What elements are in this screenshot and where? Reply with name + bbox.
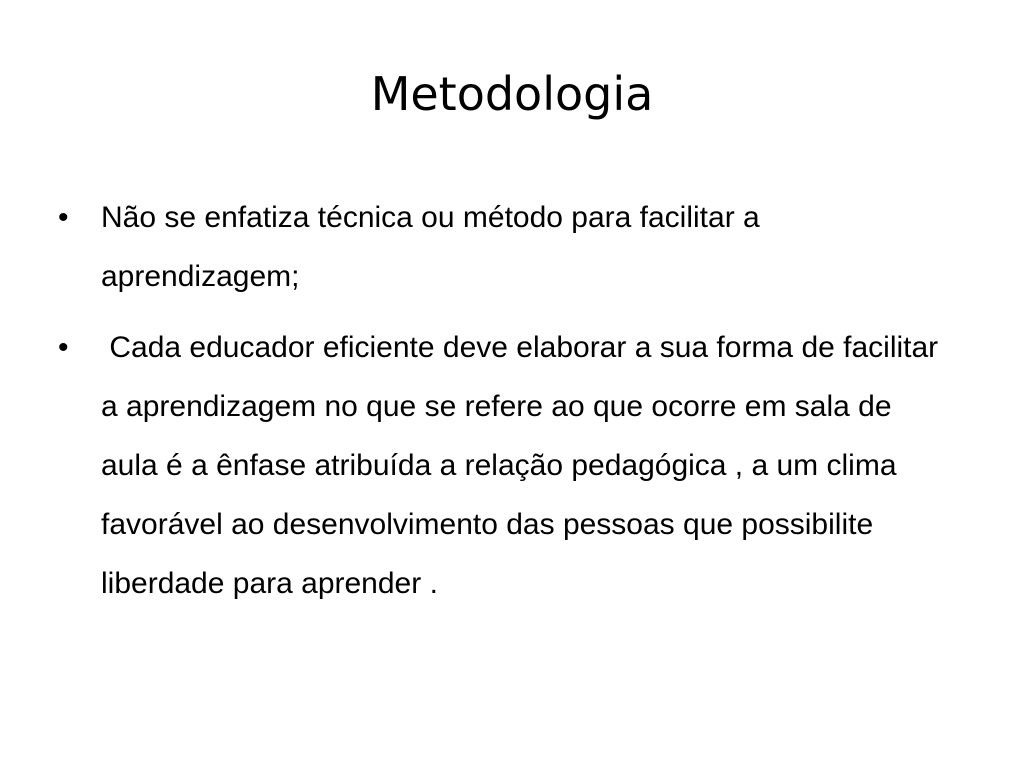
bullet-list: [58, 188, 958, 625]
slide-title: Metodologia: [370, 67, 654, 121]
bullet-marker: •: [58, 201, 69, 234]
bullet-marker: •: [58, 331, 69, 364]
bullet-item: [58, 318, 958, 613]
bullet-item: [58, 188, 958, 306]
bullet-text: Não se enfatiza técnica ou método para facilitar a aprendizagem;: [101, 201, 769, 293]
bullet-text: Cada educador eficiente deve elaborar a sua forma de facilitar a aprendizagem no que se refere ao que ocorre em sala de aula é a ênfase atribuída a relação pedagógica , a um clima favorável ao desenvolvimento das pessoas que possibilite liberdade para aprender .: [101, 331, 947, 600]
